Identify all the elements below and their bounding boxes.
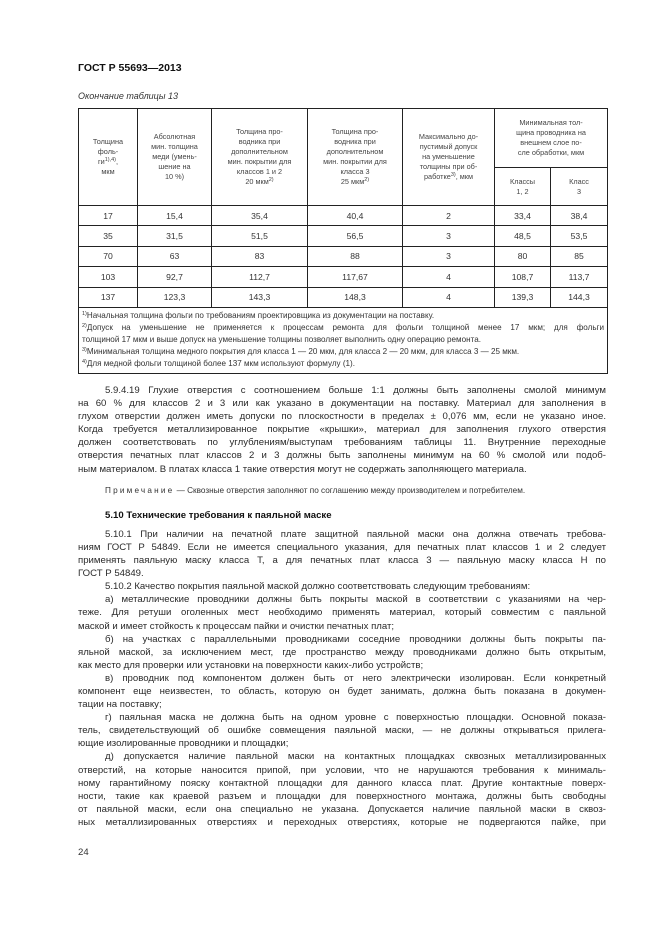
table-cell: 143,3 [212, 287, 308, 307]
header-line: Классы [509, 176, 536, 186]
header-row [79, 109, 608, 168]
table-cell: 2 [403, 206, 495, 226]
header-line: Максимально до- [418, 132, 479, 141]
table-cell: 80 [495, 246, 551, 266]
header-line: пустимый допуск [419, 142, 478, 151]
table-caption: Окончание таблицы 13 [78, 91, 178, 101]
header-line [308, 177, 402, 187]
body-text [78, 384, 606, 829]
table-cell: 40,4 [308, 206, 403, 226]
column-subheader [551, 168, 608, 206]
table-body [79, 206, 608, 374]
column-header [212, 109, 308, 206]
table-footnotes [79, 307, 608, 373]
table-cell: 85 [551, 246, 608, 266]
document-title: ГОСТ Р 55693—2013 [78, 62, 182, 74]
header-line: мин. покрытии для [227, 157, 292, 166]
text-line: 5.10.1 При наличии на печатной плате защитной паяльной маски она должна отвечать требова- [105, 528, 606, 540]
header-line: Минимальная тол- [519, 118, 583, 127]
footnote-mark: 3) [82, 346, 87, 353]
header-line: классов 1 и 2 [236, 167, 283, 176]
text-line: ным материалом. В платах класса 1 такие отверстия могут не содержать заполняющего материала. [78, 463, 527, 475]
paragraph [78, 672, 606, 711]
text-line: а) металлические проводники должны быть покрыты маской в соответствии с указаниями на чер- [105, 594, 606, 606]
table-cell: 137 [79, 287, 138, 307]
header-line: шение на [158, 162, 191, 171]
text-line: отверстий, на которые наносится припой, при условии, что не нарушаются требования к минималь- [78, 764, 606, 776]
header-line: Класс [569, 176, 589, 186]
header-line [403, 172, 494, 182]
header-line: фоль- [97, 147, 119, 156]
header-text: ги [97, 157, 105, 166]
text-line: отверстия печатных плат классов 2 и 3 должны быть заполнены минимум на 60 % смолой или подоб- [78, 450, 606, 462]
table-cell: 123,3 [138, 287, 212, 307]
footnote [82, 346, 604, 358]
note [78, 484, 606, 497]
text-line: применять паяльную маску класса Т, а для печатных плат класса 3 — паяльную маску класса Н по [78, 555, 606, 567]
text-line: тель, свидетельствующий об ошибке совмещения паяльной маски, — не должны открываться прилега- [78, 725, 606, 737]
text-line: ному гарантийному пояску контактной площадки для данного класса плат. Другие контактные поверх- [78, 777, 606, 789]
header-line: Толщина [92, 137, 124, 146]
text-line: от паяльной маски, если она специально не указана. Допускается наличие паяльной маски в сквоз- [78, 803, 606, 815]
header-line: Абсолютная [153, 132, 196, 141]
paragraph [78, 593, 606, 632]
table-header [79, 109, 608, 206]
text-line: должен соответствовать по углублениям/выступам требованиям таблицы 11. Внутренние переходные [78, 437, 606, 449]
table-cell: 113,7 [551, 267, 608, 287]
footnote-text: Минимальная толщина медного покрытия для класса 1 — 20 мкм, для класса 2 — 20 мкм, для класса 3 — 25 мкм. [86, 346, 520, 356]
column-header [495, 109, 608, 168]
paragraph [78, 633, 606, 672]
text-line: г) паяльная маска не должна быть на одном уровне с поверхностью площадки. Основной показа- [105, 712, 606, 724]
footnote [82, 322, 604, 334]
header-text: 25 мкм [340, 177, 365, 186]
text-line: теже. Для ретуши оголенных мест необходимо применять материал, который совместим с паяльной [78, 607, 606, 619]
paragraph [78, 750, 606, 829]
table-cell: 3 [403, 246, 495, 266]
table-cell: 139,3 [495, 287, 551, 307]
table-cell: 144,3 [551, 287, 608, 307]
header-line: Толщина про- [331, 127, 379, 136]
text-line: Когда требуется металлизированное покрытие «крышки», материал для заполнения глухого отверстия [78, 424, 606, 436]
section-heading: 5.10 Технические требования к паяльной маске [105, 509, 332, 521]
footnote-text: Начальная толщина фольги по требованиям проектировщика из документации на поставку. [86, 310, 435, 320]
text-line: ных металлизированных отверстиях и переходных отверстиях, которые не подвергаются пайке, при [78, 816, 606, 828]
header-line: мин. покрытии для [323, 157, 387, 166]
header-line: мин. толщина [151, 142, 198, 151]
footnote-text: Допуск на уменьшение не применяется к процессам ремонта для фольги толщиной менее 17 мкм; для фольги [86, 322, 605, 332]
header-line: внешнем слое по- [520, 138, 582, 147]
footnotes-row [79, 307, 608, 373]
table-cell: 88 [308, 246, 403, 266]
text-line: 5.9.4.19 Глухие отверстия с соотношением больше 1:1 должны быть заполнены смолой минимум [105, 385, 606, 396]
header-text: , [116, 157, 119, 166]
header-text: 20 мкм [245, 177, 269, 186]
header-line: толщины при об- [419, 162, 478, 171]
table-cell: 17 [79, 206, 138, 226]
table-row [79, 226, 608, 246]
footnote-ref: 2) [364, 177, 370, 183]
footnote-mark: 2) [82, 322, 87, 329]
column-header [308, 109, 403, 206]
table-row [79, 246, 608, 266]
header-line: меди (умень- [152, 152, 197, 161]
header-line: водника при [238, 137, 281, 146]
table-cell: 31,5 [138, 226, 212, 246]
table-row [79, 206, 608, 226]
table-13 [78, 108, 608, 374]
footnote-mark: 1) [82, 310, 87, 317]
header-text: , мкм [455, 172, 474, 181]
footnote [82, 310, 604, 322]
paragraph [78, 528, 606, 580]
header-line: дополнительном [231, 147, 288, 156]
table-cell: 53,5 [551, 226, 608, 246]
footnote-text: толщиной 17 мкм и выше допуск на уменьшение толщины позволяет выполнить одну операцию ремонта. [82, 334, 481, 344]
text-line: ющие изолированные проводники и площадки; [78, 738, 289, 750]
table-row [79, 267, 608, 287]
table-cell: 70 [79, 246, 138, 266]
footnote-text: Для медной фольги толщиной более 137 мкм используют формулу (1). [86, 358, 355, 368]
table-cell: 112,7 [212, 267, 308, 287]
text-line: ниям ГОСТ Р 54849. Если не имеется специального указания, для печатных плат классов 1 и 2 следует [78, 541, 606, 553]
header-line [79, 157, 137, 167]
header-line: класса 3 [340, 167, 370, 176]
text-line: яльной маской, за исключением мест, где пространство между проводниками должно быть открытым, [78, 646, 606, 658]
column-header [138, 109, 212, 206]
paragraph [78, 580, 606, 593]
header-line: дополнительном [326, 147, 384, 156]
text-line: как место для проверки или установки на поверхности каких-либо устройств; [78, 659, 424, 671]
table-cell: 103 [79, 267, 138, 287]
table-cell: 4 [403, 287, 495, 307]
note-text: — Сквозные отверстия заполняют по соглашению между производителем и потребителем. [174, 485, 526, 495]
footnote-ref: 1),4) [104, 157, 117, 163]
header-line: 1, 2 [516, 186, 529, 196]
header-text: работке [423, 172, 451, 181]
table-cell: 148,3 [308, 287, 403, 307]
table-cell: 33,4 [495, 206, 551, 226]
header-line: 10 %) [164, 172, 185, 181]
header-line: мкм [101, 167, 115, 176]
text-line: тации на поставку; [78, 699, 162, 711]
page-number: 24 [78, 847, 89, 858]
header-line [212, 177, 307, 187]
table-cell: 35,4 [212, 206, 308, 226]
text-line: ГОСТ Р 54849. [78, 568, 144, 580]
table-cell: 63 [138, 246, 212, 266]
text-line: ности, такие как краевой разъем и площадки для поверхностного монтажа, должны быть свободны [78, 790, 606, 802]
note-label: Примечание [105, 485, 175, 495]
footnote [82, 358, 604, 370]
text-line: маской и имеет стойкость к процессам пайки и очистки печатных плат; [78, 620, 395, 632]
paragraph [78, 711, 606, 750]
table-cell: 83 [212, 246, 308, 266]
table-cell: 48,5 [495, 226, 551, 246]
text-line: д) допускается наличие паяльной маски на контактных площадках сквозных металлизированных [105, 751, 606, 763]
table-cell: 56,5 [308, 226, 403, 246]
header-line: на уменьшение [422, 152, 475, 161]
paragraph [78, 384, 606, 476]
table-cell: 15,4 [138, 206, 212, 226]
footnote-mark: 4) [82, 358, 87, 365]
header-line: сле обработки, мкм [517, 148, 585, 157]
column-header [403, 109, 495, 206]
text-line: глухом отверстии должен иметь допуски по плоскостности в пределах ± 0,076 мм, если не указано иное. [78, 411, 606, 423]
text-line: на 60 % для классов 2 и 3 или как указано в документации на поставку. Материал для заполнения в [78, 398, 606, 410]
text-line: в) проводник под компонентом должен быть от него электрически изолирован. Если конкретный [105, 672, 606, 684]
table-cell: 3 [403, 226, 495, 246]
text-line: 5.10.2 Качество покрытия паяльной маской должно соответствовать следующим требованиям: [105, 581, 531, 593]
footnote-ref: 2) [268, 177, 274, 183]
text-line: б) на участках с параллельными проводниками соседние проводники должны быть покрыты па- [105, 633, 606, 645]
table-cell: 92,7 [138, 267, 212, 287]
header-line: 3 [576, 186, 582, 196]
footnote [82, 334, 604, 346]
table-cell: 51,5 [212, 226, 308, 246]
table-cell: 4 [403, 267, 495, 287]
footnote-ref: 3) [450, 172, 456, 178]
table-cell: 35 [79, 226, 138, 246]
table-cell: 117,67 [308, 267, 403, 287]
column-subheader [495, 168, 551, 206]
text-line: компонент еще неизвестен, то область, которую он будет занимать, должна быть показана в докумен- [78, 685, 606, 697]
column-header [79, 109, 138, 206]
table-row [79, 287, 608, 307]
header-line: Толщина про- [236, 127, 283, 136]
table-cell: 108,7 [495, 267, 551, 287]
header-line: водника при [334, 137, 376, 146]
header-line: щина проводника на [516, 128, 586, 137]
table-cell: 38,4 [551, 206, 608, 226]
